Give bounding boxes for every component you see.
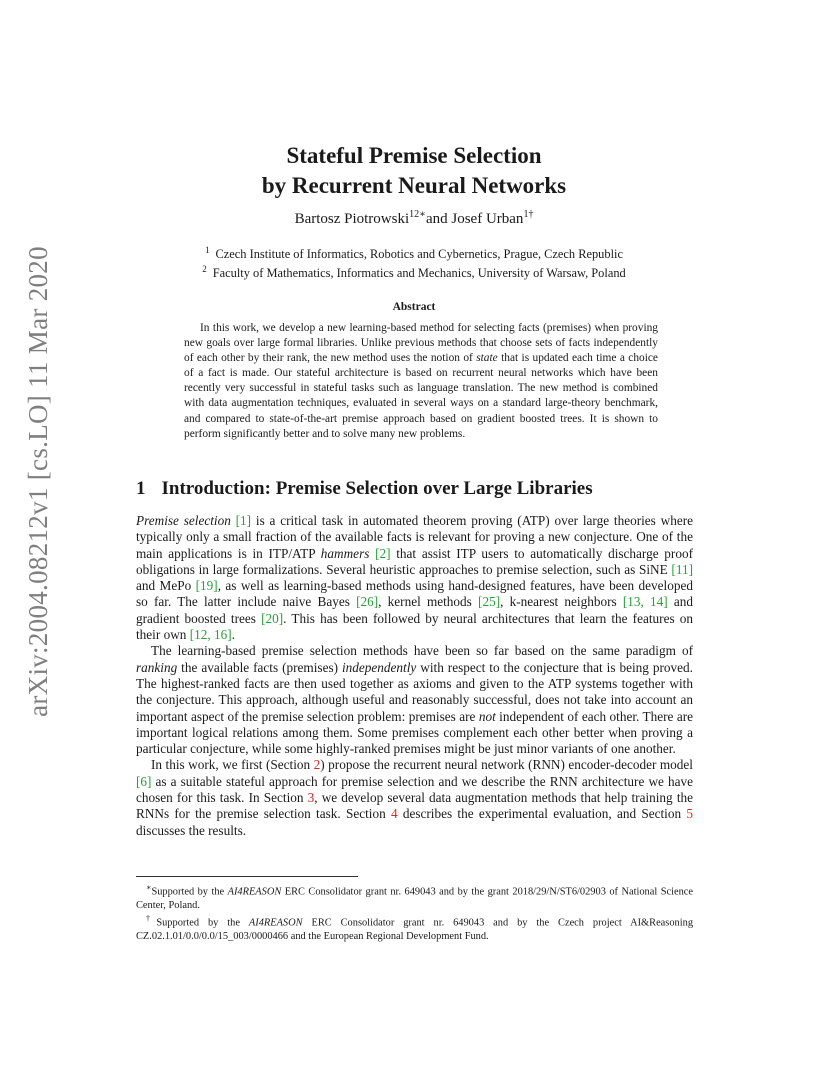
footnote-mark: † [146,913,157,923]
citation-link[interactable]: [11] [671,561,693,577]
title-line-2: by Recurrent Neural Networks [261,173,567,198]
abstract-heading: Abstract [392,301,436,313]
citation-link[interactable]: [1] [235,513,252,528]
authors [0,209,828,228]
text: ERC Consolidator grant nr. 649043 and by the grant 2018/29/N/ST6/02903 of National Science Center, Poland. [136,886,694,911]
affiliation-2-text: Faculty of Mathematics, Informatics and Mechanics, University of Warsaw, Poland [212,266,626,281]
text: ERC Consolidator grant nr. 649043 and by the Czech project AI&Reasoning CZ.02.1.01/0.0/0.0/15_003/0000466 and the European Regional Development Fund. [136,917,694,942]
text: the available facts (premises) [177,659,342,675]
emphasis: not [478,708,496,724]
citation-link[interactable]: [12, 16] [189,627,232,643]
text: , we develop several data augmentation methods that help training the RNNs for the premise selection task. Section [136,790,694,822]
text: . This has been followed by neural architectures that learn the features on their own [136,610,693,643]
affiliation-1 [0,243,828,262]
footnote-2 [136,912,693,943]
affiliation-2-mark: 2 [202,264,207,275]
section-link[interactable]: 5 [686,806,693,822]
section-link[interactable]: 4 [390,806,398,822]
paragraph-3 [136,757,693,838]
affiliation-1-mark: 1 [205,245,210,255]
emphasis: AI4REASON [248,917,303,929]
abstract-text: In this work, we develop a new learning-based method for selecting facts (premises) when proving new goals over large formal libraries. Unlike previous methods that choose sets of facts independently of each other by their rank, the new method uses the notion of [184,322,658,365]
affiliations [0,243,828,281]
text: , as well as learning-based methods using hand-designed features, have been developed so far. The latter include naive Bayes [136,578,693,610]
paragraph-2 [136,643,693,757]
text: describes the experimental evaluation, and Section [397,806,687,822]
emphasis: Premise selection [136,513,231,528]
emphasis: independently [341,659,417,675]
text: that assist ITP users to automatically discharge proof obligations in large formalizations. Several heuristic approaches to premise selection, such as SiNE [136,545,693,577]
citation-link[interactable]: [25] [478,594,501,610]
text: The learning-based premise selection methods have been so far based on the same paradigm of [151,643,693,659]
text: is a critical task in automated theorem proving (ATP) over large theories where typically only a small fraction of the available facts is relevant for proving a new conjecture. One of the main applications is in ITP/ATP [136,513,693,561]
text: , k-nearest neighbors [500,594,623,610]
citation-link[interactable]: [13, 14] [622,594,668,610]
text: Supported by the [156,917,249,929]
abstract-emphasis: state [476,352,498,365]
footnote-rule [136,876,358,877]
text: and gradient boosted trees [136,594,693,626]
section-body [136,513,693,839]
citation-link[interactable]: [2] [375,545,391,561]
section-title: Introduction: Premise Selection over Large Libraries [161,478,593,499]
section-link[interactable]: 3 [307,790,315,806]
footnotes [136,881,693,943]
author-2: and Josef Urban [425,211,524,227]
abstract-paragraph [184,321,658,442]
title-line-1: Stateful Premise Selection [286,143,542,168]
text: Supported by the [151,886,228,898]
footnote-mark: ∗ [146,883,152,892]
author-1: Bartosz Piotrowski [294,211,410,227]
citation-link[interactable]: [19] [195,578,218,594]
section-number: 1 [136,478,146,499]
arxiv-identifier-text: arXiv:2004.08212v1 [cs.LO] 11 Mar 2020 [22,245,53,717]
emphasis: ranking [136,659,178,675]
emphasis: AI4REASON [227,886,282,898]
text: and MePo [136,578,196,594]
paper-title [0,141,828,201]
text: . [231,627,235,643]
abstract [184,321,658,442]
emphasis: hammers [320,545,370,561]
citation-link[interactable]: [26] [356,594,379,610]
text: as a suitable stateful approach for premise selection and we describe the RNN architecture we have chosen for this task. In Section [136,773,693,806]
arxiv-identifier [18,245,58,717]
affiliation-2 [0,262,828,281]
text: with respect to the conjecture that is being proved. The highest-ranked facts are then used together as axioms and given to the ATP systems together with the conjecture. This approach, although useful and reasonably successful, does not take into account an important aspect of the premise selection problem: premises are [136,659,693,724]
text: In this work, we first (Section [151,757,314,773]
section-link[interactable]: 2 [313,757,321,773]
text: discusses the results. [136,822,247,838]
citation-link[interactable]: [6] [136,773,152,789]
affiliation-1-text: Czech Institute of Informatics, Robotics and Cybernetics, Prague, Czech Republic [215,247,623,262]
author-1-marks: 12∗ [409,209,426,220]
abstract-text: that is updated each time a choice of a fact is made. Our stateful architecture is based on recurrent neural networks which have been recently very successful in stateful tasks such as language translation. The new method is combined with data augmentation techniques, evaluated in several ways on a standard large-theory benchmark, and compared to state-of-the-art premise approach based on gradient boosted trees. It is shown to perform significantly better and to solve many new problems. [184,352,658,440]
text: ) propose the recurrent neural network (RNN) encoder-decoder model [320,757,693,773]
footnote-1 [136,881,693,912]
author-2-marks: 1† [523,209,534,220]
section-heading [136,478,593,500]
text: independent of each other. There are important logical relations among them. Some premises complement each other better when proving a particular conjecture, while some highly-ranked premises might be just minor variants of one another. [136,708,693,757]
citation-link[interactable]: [20] [261,610,284,626]
text: , kernel methods [378,594,479,610]
paragraph-1 [136,513,693,643]
